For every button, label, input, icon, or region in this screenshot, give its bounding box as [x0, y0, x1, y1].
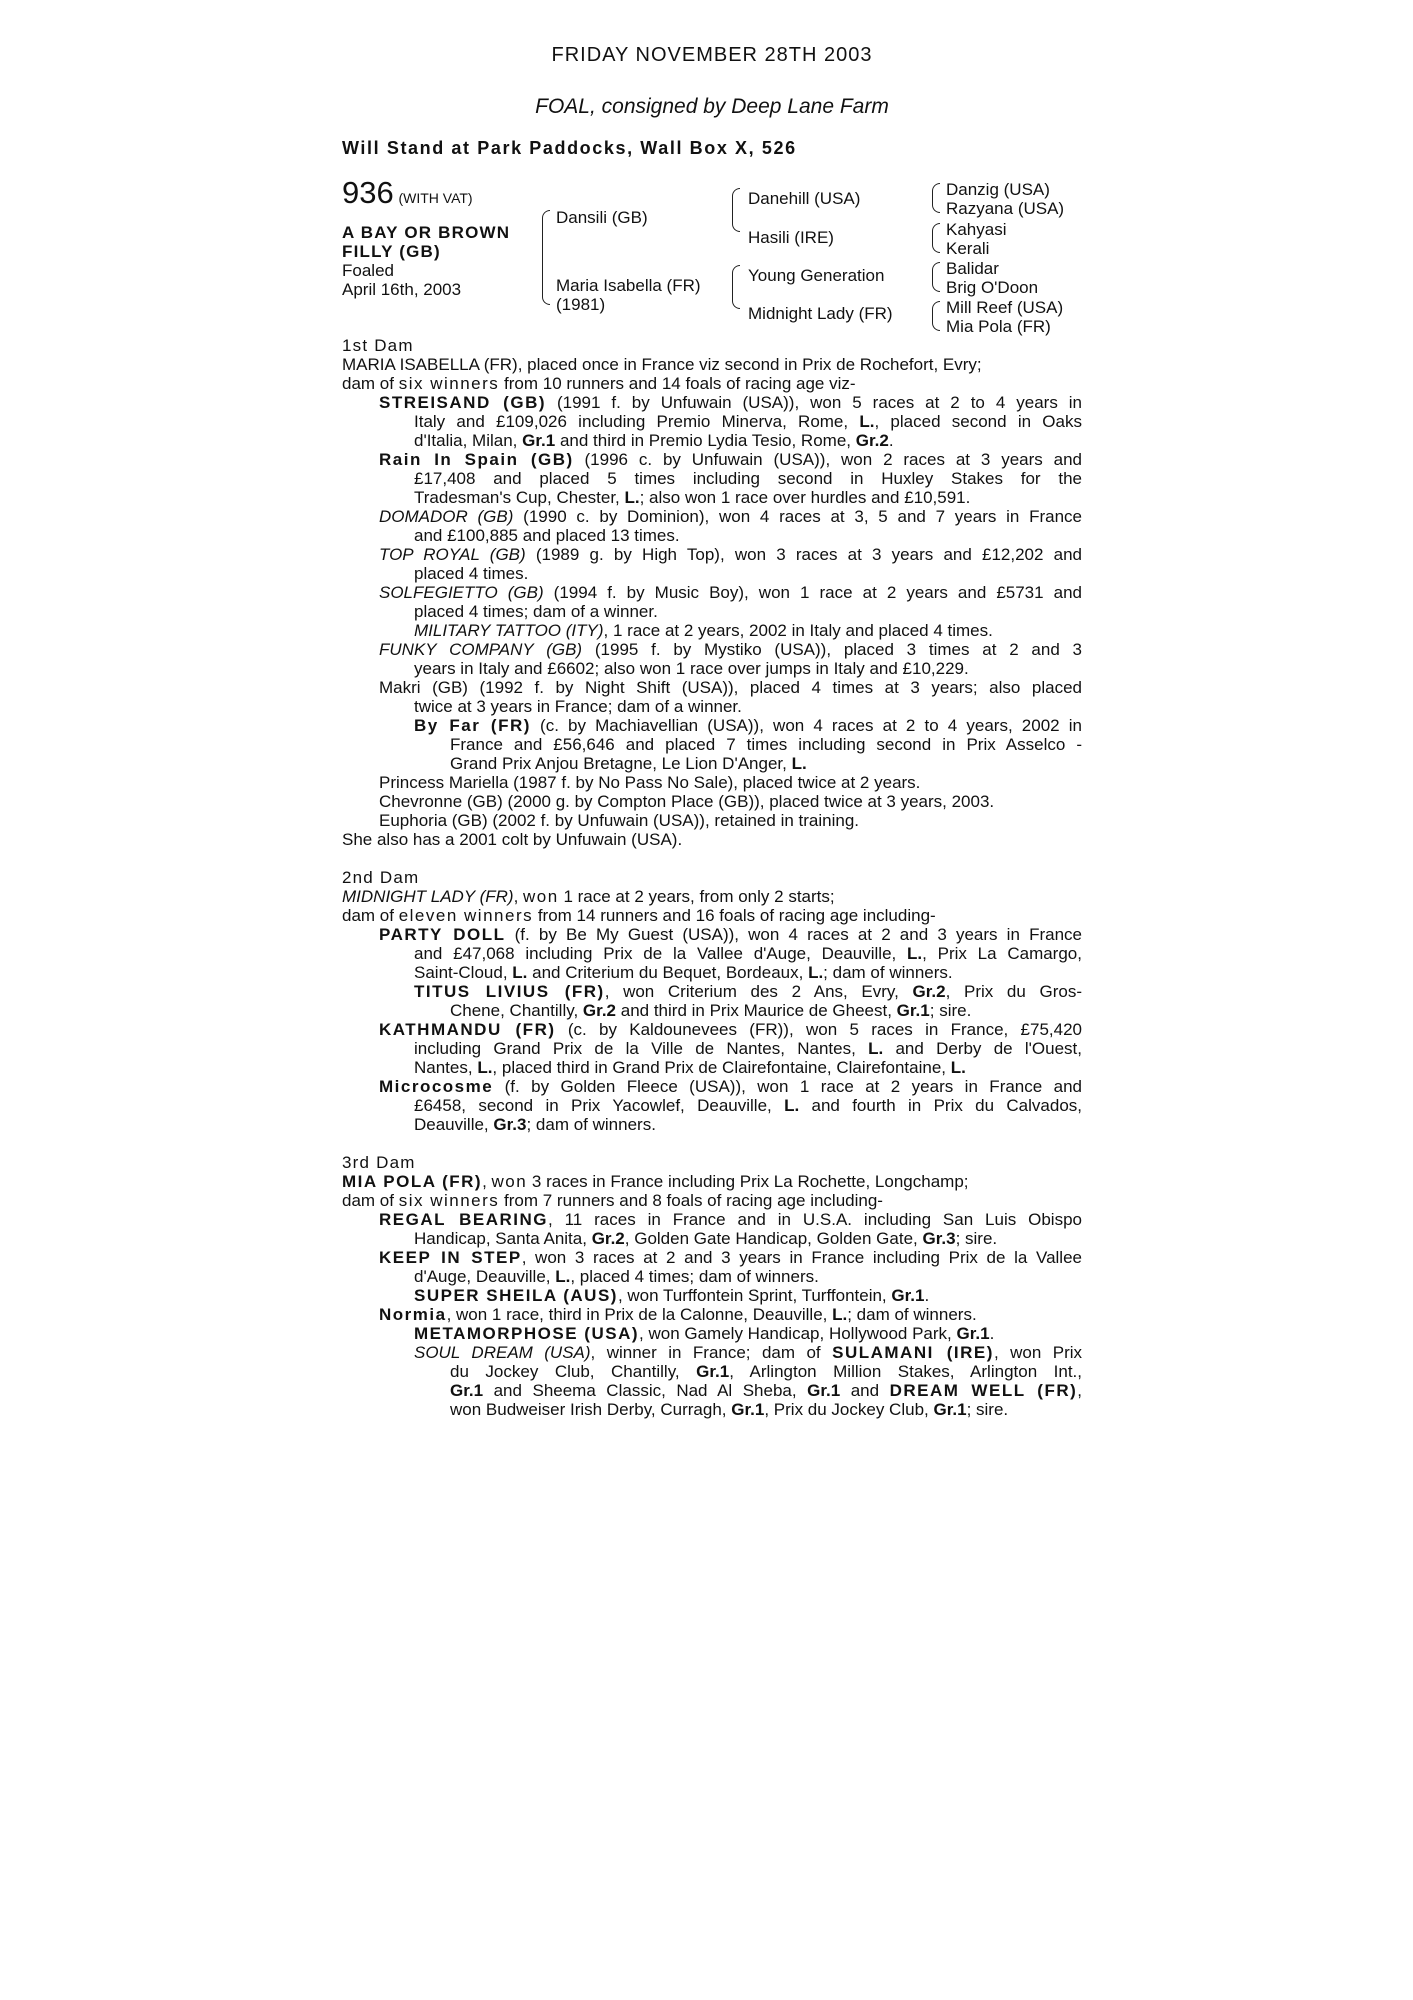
- line-text: ; dam of winners.: [526, 1115, 656, 1134]
- line-text: .: [888, 431, 894, 450]
- line-text: ; also won 1 race over hurdles and £10,591.: [639, 488, 971, 507]
- line-text: MARIA ISABELLA (FR), placed once in France viz second in Prix de Rochefort, Evry;: [342, 355, 982, 374]
- pedigree-line: [342, 659, 1082, 678]
- line-text: d'Auge, Deauville,: [414, 1267, 556, 1286]
- line-text: .: [924, 1286, 930, 1305]
- line-text: , placed second in Oaks: [874, 412, 1082, 431]
- pedigree-line: [342, 678, 1082, 697]
- vat-note: (WITH VAT): [398, 190, 473, 206]
- line-text: SOLFEGIETTO (GB): [379, 583, 544, 602]
- foal-date: April 16th, 2003: [342, 280, 462, 299]
- line-text: Gr.1: [731, 1400, 765, 1419]
- line-text: ; dam of winners.: [847, 1305, 977, 1324]
- line-text: PARTY DOLL: [379, 925, 506, 944]
- pedigree-line: [342, 906, 1082, 925]
- line-text: Gr.1: [896, 1001, 930, 1020]
- sire-sire: Danehill (USA): [748, 189, 861, 208]
- line-text: dam of: [342, 1191, 399, 1210]
- pedigree-line: [342, 735, 1082, 754]
- line-text: Grand Prix Anjou Bretagne, Le Lion D'Anger,: [450, 754, 792, 773]
- pedigree-line: [342, 393, 1082, 412]
- line-text: , Prix La Camargo,: [922, 944, 1082, 963]
- line-text: , won Criterium des 2 Ans, Evry,: [604, 982, 913, 1001]
- line-text: ,: [513, 887, 524, 906]
- line-text: , Prix du Gros-: [945, 982, 1082, 1001]
- dam-name: Maria Isabella (FR): [556, 276, 701, 295]
- line-text: , won Prix: [993, 1343, 1083, 1362]
- line-text: years in Italy and £6602; also won 1 race over jumps in Italy and £10,229.: [414, 659, 969, 678]
- pedigree-line: [342, 1324, 1082, 1343]
- line-text: , winner in France; dam of: [590, 1343, 833, 1362]
- pedigree-line: [342, 602, 1082, 621]
- line-text: six winners: [398, 1191, 500, 1210]
- line-text: Chevronne (GB) (2000 g. by Compton Place (GB)), placed twice at 3 years, 2003.: [379, 792, 995, 811]
- line-text: METAMORPHOSE (USA): [414, 1324, 640, 1343]
- pedigree-line: [342, 1020, 1082, 1039]
- line-text: MIA POLA (FR): [342, 1172, 483, 1191]
- line-text: L.: [512, 963, 528, 982]
- pedigree-line: [342, 1096, 1082, 1115]
- pedigree-table: [342, 175, 1082, 340]
- line-text: , 11 races in France and in U.S.A. including San Luis Obispo: [547, 1210, 1082, 1229]
- sire-dam: Hasili (IRE): [748, 228, 834, 247]
- line-text: (c. by Machiavellian (USA)), won 4 races at 2 to 4 years, 2002 in: [530, 716, 1082, 735]
- line-text: ; sire.: [966, 1400, 1009, 1419]
- line-text: SOUL DREAM (USA): [414, 1343, 591, 1362]
- pedigree-line: [342, 792, 1082, 811]
- line-text: and Criterium du Bequet, Bordeaux,: [527, 963, 809, 982]
- line-text: KEEP IN STEP: [379, 1248, 522, 1267]
- line-text: Gr.1: [522, 431, 556, 450]
- line-text: SULAMANI (IRE): [832, 1343, 994, 1362]
- pedigree-line: [342, 564, 1082, 583]
- pedigree-line: [342, 355, 1082, 374]
- line-text: Gr.2: [591, 1229, 625, 1248]
- line-text: from 7 runners and 8 foals of racing age including-: [499, 1191, 883, 1210]
- line-text: (1994 f. by Music Boy), won 1 race at 2 years and £5731 and: [543, 583, 1082, 602]
- line-text: France and £56,646 and placed 7 times including second in Prix Asselco -: [450, 735, 1082, 754]
- line-text: and £47,068 including Prix de la Vallee d'Auge, Deauville,: [414, 944, 908, 963]
- line-text: , won Gamely Handicap, Hollywood Park,: [639, 1324, 957, 1343]
- line-text: 3 races in France including Prix La Rochette, Longchamp;: [527, 1172, 969, 1191]
- line-text: dam of: [342, 906, 399, 925]
- pedigree-line: [342, 1362, 1082, 1381]
- line-text: L.: [907, 944, 923, 963]
- line-text: DREAM WELL (FR): [889, 1381, 1078, 1400]
- line-text: won Budweiser Irish Derby, Curragh,: [450, 1400, 732, 1419]
- line-text: Princess Mariella (1987 f. by No Pass No Sale), placed twice at 2 years.: [379, 773, 921, 792]
- gen3-8: Mia Pola (FR): [946, 317, 1051, 336]
- pedigree-line: [342, 374, 1082, 393]
- gen3-1: Danzig (USA): [946, 180, 1050, 199]
- line-text: Gr.3: [922, 1229, 956, 1248]
- line-text: (c. by Kaldounevees (FR)), won 5 races in France, £75,420: [555, 1020, 1082, 1039]
- section-heading: 1st Dam: [342, 336, 414, 355]
- stand-location: Will Stand at Park Paddocks, Wall Box X, 526: [342, 138, 797, 158]
- pedigree-line: [342, 1058, 1082, 1077]
- line-text: Gr.1: [696, 1362, 730, 1381]
- line-text: Deauville,: [414, 1115, 494, 1134]
- brace-gen3-3: [932, 262, 940, 292]
- line-text: , won 3 races at 2 and 3 years in France including Prix de la Vallee: [521, 1248, 1082, 1267]
- line-text: , placed third in Grand Prix de Clairefontaine, Clairefontaine,: [492, 1058, 951, 1077]
- line-text: L.: [859, 412, 875, 431]
- line-text: and £100,885 and placed 13 times.: [414, 526, 680, 545]
- pedigree-line: [342, 545, 1082, 564]
- line-text: Gr.1: [807, 1381, 841, 1400]
- line-text: from 14 runners and 16 foals of racing age including-: [533, 906, 936, 925]
- line-text: DOMADOR (GB): [379, 507, 514, 526]
- lot-number: 936: [342, 175, 394, 210]
- line-text: and Sheema Classic, Nad Al Sheba,: [483, 1381, 808, 1400]
- pedigree-line: [342, 1172, 1082, 1191]
- line-text: (f. by Golden Fleece (USA)), won 1 race at 2 years in France and: [493, 1077, 1082, 1096]
- line-text: Makri (GB) (1992 f. by Night Shift (USA)), placed 4 times at 3 years; also placed: [379, 678, 1082, 697]
- line-text: , Golden Gate Handicap, Golden Gate,: [624, 1229, 923, 1248]
- line-text: d'Italia, Milan,: [414, 431, 523, 450]
- pedigree-line: [342, 1400, 1082, 1419]
- sire-name: Dansili (GB): [556, 208, 648, 227]
- line-text: Microcosme: [379, 1077, 494, 1096]
- gen3-2: Razyana (USA): [946, 199, 1065, 218]
- line-text: L.: [808, 963, 824, 982]
- line-text: won: [491, 1172, 528, 1191]
- pedigree-line: [342, 507, 1082, 526]
- pedigree-line: [342, 925, 1082, 944]
- pedigree-line: [342, 450, 1082, 469]
- pedigree-line: [342, 982, 1082, 1001]
- line-text: .: [989, 1324, 995, 1343]
- pedigree-line: [342, 716, 1082, 735]
- line-text: Handicap, Santa Anita,: [414, 1229, 592, 1248]
- line-text: (1996 c. by Unfuwain (USA)), won 2 races at 3 years and: [573, 450, 1082, 469]
- dam-year: (1981): [556, 295, 606, 314]
- line-text: twice at 3 years in France; dam of a winner.: [414, 697, 742, 716]
- line-text: She also has a 2001 colt by Unfuwain (USA).: [342, 830, 683, 849]
- line-text: and: [840, 1381, 890, 1400]
- dam-sections: [342, 336, 1082, 1419]
- pedigree-line: [342, 469, 1082, 488]
- line-text: L.: [950, 1058, 966, 1077]
- line-text: (1991 f. by Unfuwain (USA)), won 5 races at 2 to 4 years in: [546, 393, 1082, 412]
- line-text: du Jockey Club, Chantilly,: [450, 1362, 697, 1381]
- pedigree-line: [342, 1343, 1082, 1362]
- line-text: (1989 g. by High Top), won 3 races at 3 years and £12,202 and: [525, 545, 1082, 564]
- pedigree-line: [342, 488, 1082, 507]
- pedigree-line: [342, 944, 1082, 963]
- line-text: Gr.1: [450, 1381, 484, 1400]
- line-text: By Far (FR): [414, 716, 531, 735]
- line-text: STREISAND (GB): [379, 393, 547, 412]
- line-text: and Derby de l'Ouest,: [883, 1039, 1082, 1058]
- pedigree-line: [342, 526, 1082, 545]
- section-heading: 2nd Dam: [342, 868, 420, 887]
- foaled-label: Foaled: [342, 261, 394, 280]
- line-text: placed 4 times; dam of a winner.: [414, 602, 658, 621]
- pedigree-line: [342, 1248, 1082, 1267]
- pedigree-line: [342, 431, 1082, 450]
- pedigree-line: [342, 830, 1082, 849]
- line-text: placed 4 times.: [414, 564, 529, 583]
- line-text: £6458, second in Prix Yacowlef, Deauville,: [414, 1096, 785, 1115]
- pedigree-line: [342, 1001, 1082, 1020]
- gen3-3: Kahyasi: [946, 220, 1007, 239]
- line-text: L.: [555, 1267, 571, 1286]
- line-text: , 1 race at 2 years, 2002 in Italy and placed 4 times.: [603, 621, 993, 640]
- line-text: TOP ROYAL (GB): [379, 545, 526, 564]
- pedigree-line: [342, 963, 1082, 982]
- line-text: , won 1 race, third in Prix de la Calonne, Deauville,: [446, 1305, 833, 1324]
- line-text: Euphoria (GB) (2002 f. by Unfuwain (USA)), retained in training.: [379, 811, 860, 830]
- line-text: ; sire.: [929, 1001, 972, 1020]
- lot-description-1: A BAY OR BROWN: [342, 223, 511, 242]
- pedigree-line: [342, 1210, 1082, 1229]
- line-text: (f. by Be My Guest (USA)), won 4 races at 2 and 3 years in France: [505, 925, 1082, 944]
- line-text: KATHMANDU (FR): [379, 1020, 556, 1039]
- line-text: and fourth in Prix du Calvados,: [799, 1096, 1082, 1115]
- lot-number-line: [342, 175, 473, 210]
- line-text: Nantes,: [414, 1058, 478, 1077]
- brace-gen3-2: [932, 223, 940, 253]
- line-text: and third in Premio Lydia Tesio, Rome,: [555, 431, 856, 450]
- line-text: MILITARY TATTOO (ITY): [414, 621, 604, 640]
- pedigree-line: [342, 621, 1082, 640]
- section-heading: 3rd Dam: [342, 1153, 416, 1172]
- line-text: ; dam of winners.: [823, 963, 953, 982]
- line-text: ,: [1077, 1381, 1083, 1400]
- pedigree-line: [342, 697, 1082, 716]
- pedigree-line: [342, 412, 1082, 431]
- line-text: eleven winners: [398, 906, 534, 925]
- line-text: Chene, Chantilly,: [450, 1001, 583, 1020]
- line-text: , Arlington Million Stakes, Arlington Int.,: [729, 1362, 1082, 1381]
- line-text: Gr.2: [912, 982, 946, 1001]
- line-text: , placed 4 times; dam of winners.: [570, 1267, 819, 1286]
- section-gap: [342, 1134, 1082, 1153]
- line-text: ; sire.: [955, 1229, 998, 1248]
- line-text: Gr.1: [933, 1400, 967, 1419]
- dam-sire: Young Generation: [748, 266, 885, 285]
- lot-description-2: FILLY (GB): [342, 242, 441, 261]
- line-text: six winners: [398, 374, 500, 393]
- line-text: Normia: [379, 1305, 447, 1324]
- line-text: SUPER SHEILA (AUS): [414, 1286, 618, 1305]
- line-text: Gr.2: [855, 431, 889, 450]
- line-text: L.: [868, 1039, 884, 1058]
- line-text: Gr.1: [956, 1324, 990, 1343]
- dam-dam: Midnight Lady (FR): [748, 304, 893, 323]
- line-text: including Grand Prix de la Ville de Nantes, Nantes,: [414, 1039, 869, 1058]
- gen3-6: Brig O'Doon: [946, 278, 1039, 297]
- line-text: (1990 c. by Dominion), won 4 races at 3, 5 and 7 years in France: [513, 507, 1083, 526]
- line-text: Italy and £109,026 including Premio Minerva, Rome,: [414, 412, 860, 431]
- line-text: 1 race at 2 years, from only 2 starts;: [558, 887, 835, 906]
- line-text: L.: [624, 488, 640, 507]
- line-text: L.: [477, 1058, 493, 1077]
- line-text: (1995 f. by Mystiko (USA)), placed 3 times at 2 and 3: [582, 640, 1083, 659]
- gen3-5: Balidar: [946, 259, 999, 278]
- pedigree-line: [342, 811, 1082, 830]
- pedigree-line: [342, 1077, 1082, 1096]
- line-text: L.: [791, 754, 807, 773]
- line-text: Tradesman's Cup, Chester,: [414, 488, 625, 507]
- pedigree-line: [342, 1305, 1082, 1324]
- brace-sire: [732, 188, 740, 232]
- brace-dam: [732, 265, 740, 309]
- line-text: and third in Prix Maurice de Gheest,: [616, 1001, 897, 1020]
- line-text: from 10 runners and 14 foals of racing age viz-: [499, 374, 856, 393]
- pedigree-line: [342, 1039, 1082, 1058]
- pedigree-line: [342, 1381, 1082, 1400]
- line-text: Gr.3: [493, 1115, 527, 1134]
- pedigree-line: [342, 887, 1082, 906]
- line-text: ,: [482, 1172, 492, 1191]
- line-text: MIDNIGHT LADY (FR): [342, 887, 514, 906]
- pedigree-line: [342, 1267, 1082, 1286]
- pedigree-line: [342, 583, 1082, 602]
- pedigree-line: [342, 773, 1082, 792]
- pedigree-line: [342, 1115, 1082, 1134]
- line-text: Saint-Cloud,: [414, 963, 513, 982]
- line-text: , Prix du Jockey Club,: [764, 1400, 934, 1419]
- gen3-4: Kerali: [946, 239, 990, 258]
- pedigree-line: [342, 1229, 1082, 1248]
- line-text: Gr.1: [891, 1286, 925, 1305]
- brace-gen1: [542, 210, 550, 305]
- pedigree-line: [342, 640, 1082, 659]
- line-text: £17,408 and placed 5 times including second in Huxley Stakes for the: [414, 469, 1082, 488]
- line-text: Gr.2: [582, 1001, 617, 1020]
- line-text: REGAL BEARING: [379, 1210, 548, 1229]
- consignor-line: FOAL, consigned by Deep Lane Farm: [535, 95, 889, 118]
- pedigree-line: [342, 1286, 1082, 1305]
- line-text: won: [523, 887, 559, 906]
- line-text: dam of: [342, 374, 399, 393]
- line-text: L.: [784, 1096, 800, 1115]
- pedigree-line: [342, 754, 1082, 773]
- pedigree-line: [342, 1191, 1082, 1210]
- gen3-7: Mill Reef (USA): [946, 298, 1064, 317]
- line-text: , won Turffontein Sprint, Turffontein,: [617, 1286, 892, 1305]
- line-text: L.: [832, 1305, 848, 1324]
- section-gap: [342, 849, 1082, 868]
- line-text: Rain In Spain (GB): [379, 450, 574, 469]
- line-text: TITUS LIVIUS (FR): [414, 982, 605, 1001]
- brace-gen3-1: [932, 183, 940, 213]
- brace-gen3-4: [932, 301, 940, 331]
- line-text: FUNKY COMPANY (GB): [379, 640, 583, 659]
- sale-date: FRIDAY NOVEMBER 28TH 2003: [551, 44, 873, 66]
